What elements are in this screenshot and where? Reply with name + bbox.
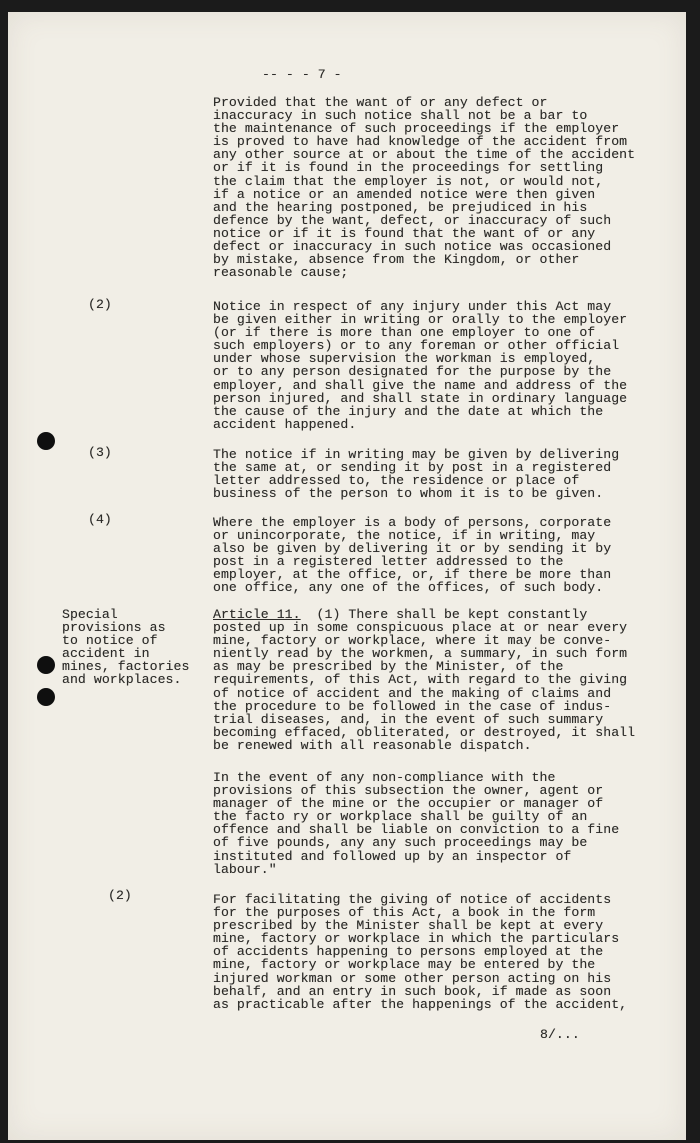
text-line: be given either in writing or orally to the employer xyxy=(213,312,628,328)
text-line: employer, and shall give the name and address of the xyxy=(213,377,628,393)
text-line: the cause of the injury and the date at which the xyxy=(213,403,604,419)
text-line: accident happened. xyxy=(213,416,357,432)
text-line: also be given by delivering it or by sending it by xyxy=(213,541,612,557)
text-line: instituted and followed up by an inspector of xyxy=(213,848,572,864)
text-line: such employers) or to any foreman or other official xyxy=(213,338,620,354)
catchword: 8/... xyxy=(540,1027,580,1042)
paragraph-number: (2) xyxy=(88,297,112,312)
text-line: of five pounds, any any such proceedings may be xyxy=(213,835,588,851)
text-line: In the event of any non-compliance with the xyxy=(213,770,556,785)
paragraph-number: (4) xyxy=(88,512,112,527)
text-line: (1) There shall be kept constantly xyxy=(300,607,588,622)
text-line: defect or inaccuracy in such notice was occasioned xyxy=(213,239,612,255)
paragraph-2 xyxy=(213,300,627,431)
text-line: becoming effaced, obliterated, or destroyed, it shall xyxy=(213,724,636,740)
text-line: the procedure to be followed in the case of indus- xyxy=(213,698,612,714)
text-line: for the purposes of this Act, a book in the form xyxy=(213,905,596,921)
paragraph-4 xyxy=(213,516,611,595)
text-line: any other source at or about the time of the accident xyxy=(213,147,636,163)
text-line: labour." xyxy=(213,861,277,877)
text-line: the claim that the employer is not, or would not, xyxy=(213,173,604,189)
text-line: posted up in some conspicuous place at or near every xyxy=(213,620,628,636)
text-line: offence and shall be liable on conviction to a fine xyxy=(213,822,620,838)
text-line: is proved to have had knowledge of the accident from xyxy=(213,134,628,150)
text-line: or to any person designated for the purpose by the xyxy=(213,364,612,380)
text-line: provisions of this subsection the owner, agent or xyxy=(213,783,604,799)
text-line: trial diseases, and, in the event of such summary xyxy=(213,711,604,727)
text-line: of accidents happening to persons employed at the xyxy=(213,944,604,960)
text-line: Notice in respect of any injury under this Act may xyxy=(213,299,612,314)
text-line: manager of the mine or the occupier or manager of xyxy=(213,796,604,812)
punch-hole xyxy=(37,656,55,674)
text-line: (or if there is more than one employer to one of xyxy=(213,325,596,341)
text-line: injured workman or some other person acting on his xyxy=(213,970,612,986)
article-heading: Article 11. xyxy=(213,607,301,622)
text-line: business of the person to whom it is to be given. xyxy=(213,486,604,502)
text-line: Provided that the want of or any defect or xyxy=(213,95,548,110)
text-line: by mistake, absence from the Kingdom, or other xyxy=(213,252,580,268)
text-line: or unincorporate, the notice, if in writing, may xyxy=(213,528,596,544)
text-line: the same at, or sending it by post in a registered xyxy=(213,460,612,476)
article-11 xyxy=(213,608,635,752)
text-line: person injured, and shall state in ordinary language xyxy=(213,390,628,406)
text-line: of notice of accident and the making of claims and xyxy=(213,685,612,701)
text-line: niently read by the workmen, a summary, in such form xyxy=(213,646,628,662)
page-number: -- - - 7 - xyxy=(262,67,342,82)
text-line: the maintenance of such proceedings if the employer xyxy=(213,121,620,137)
paragraph-number: (3) xyxy=(88,445,112,460)
text-line: mine, factory or workplace, where it may be conve- xyxy=(213,633,612,649)
text-line: the facto ry or workplace shall be guilty of an xyxy=(213,809,588,825)
paragraph-proviso xyxy=(213,96,635,279)
margin-note xyxy=(62,608,189,687)
margin-note-line: and workplaces. xyxy=(62,672,182,688)
text-line: be renewed with all reasonable dispatch. xyxy=(213,737,532,753)
text-line: under whose supervision the workman is employed, xyxy=(213,351,596,367)
text-line: notice or if it is found that the want of or any xyxy=(213,225,596,241)
text-line: letter addressed to, the residence or place of xyxy=(213,473,580,489)
margin-note-line: provisions as xyxy=(62,620,166,636)
text-line: and the hearing postponed, be prejudiced in his xyxy=(213,199,588,215)
text-line: defence by the want, defect, or inaccuracy of such xyxy=(213,212,612,228)
text-line: For facilitating the giving of notice of accidents xyxy=(213,892,612,907)
text-line: if a notice or an amended notice were then given xyxy=(213,186,596,202)
text-line: one office, any one of the offices, of such body. xyxy=(213,580,604,596)
text-line: The notice if in writing may be given by delivering xyxy=(213,447,620,462)
paragraph-number: (2) xyxy=(108,888,132,903)
margin-note-line: accident in xyxy=(62,646,150,662)
margin-note-line: Special xyxy=(62,607,118,622)
text-line: Where the employer is a body of persons, corporate xyxy=(213,515,612,530)
text-line: or if it is found in the proceedings for settling xyxy=(213,160,604,176)
paragraph-continuation xyxy=(213,771,619,876)
text-line: as practicable after the happenings of the accident, xyxy=(213,996,628,1012)
punch-hole xyxy=(37,432,55,450)
article-11-sub-2 xyxy=(213,893,627,1011)
margin-note-line: to notice of xyxy=(62,633,158,649)
text-line: post in a registered letter addressed to the xyxy=(213,554,564,570)
text-line: behalf, and an entry in such book, if made as soon xyxy=(213,983,612,999)
text-line: prescribed by the Minister shall be kept at every xyxy=(213,918,604,934)
text-line: inaccuracy in such notice shall not be a bar to xyxy=(213,108,588,124)
paragraph-3 xyxy=(213,448,619,500)
text-line: requirements, of this Act, with regard to the giving xyxy=(213,672,628,688)
margin-note-line: mines, factories xyxy=(62,659,190,675)
text-line: mine, factory or workplace in which the particulars xyxy=(213,931,620,947)
text-line: as may be prescribed by the Minister, of the xyxy=(213,659,564,675)
text-line: mine, factory or workplace may be entered by the xyxy=(213,957,596,973)
punch-hole xyxy=(37,688,55,706)
text-line: employer, at the office, or, if there be more than xyxy=(213,567,612,583)
text-line: reasonable cause; xyxy=(213,265,349,281)
